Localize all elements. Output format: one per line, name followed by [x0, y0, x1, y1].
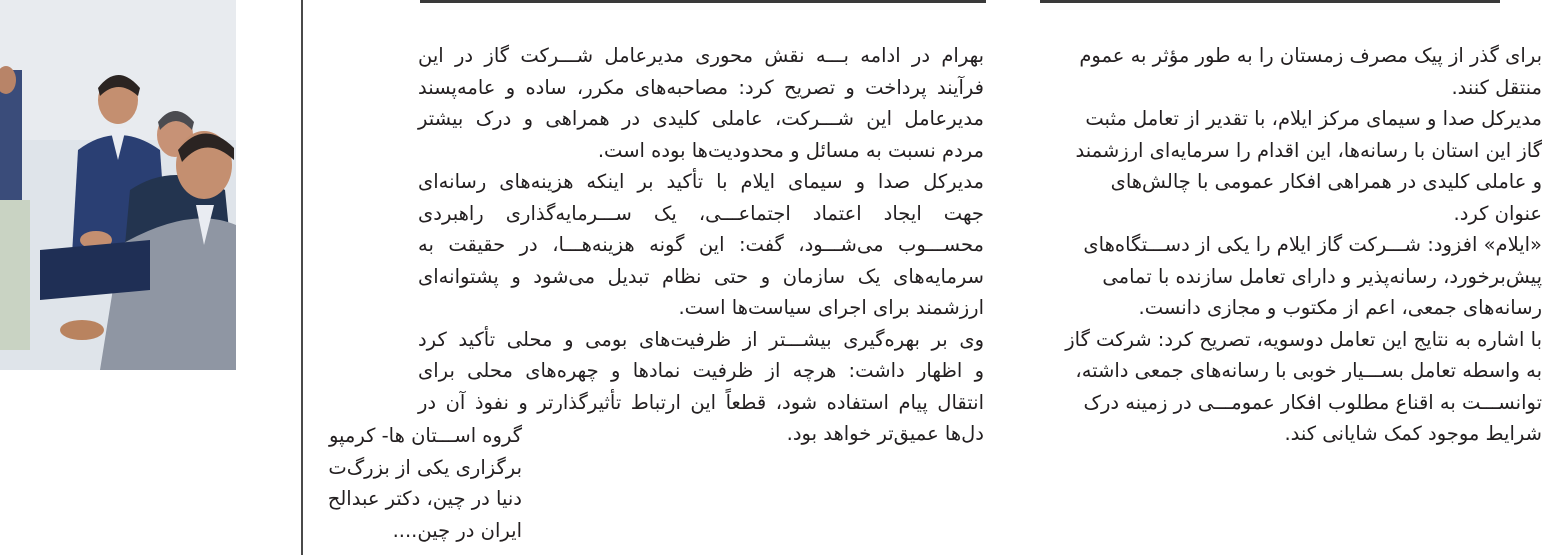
article-text-line: بهرام در ادامه بـــه نقش محوری مدیرعامل شـــرکت گاز در این	[418, 44, 984, 67]
article-text-line: مدیرکل صدا و سیمای ایلام با تأکید بر اینکه هزینه‌های رسانه‌ای	[418, 170, 984, 193]
article-text-line: پیش‌برخورد، رسانه‌پذیر و دارای تعامل سازنده با تمامی	[1102, 264, 1542, 288]
article-text-line: انتقال پیام استفاده شود، قطعاً این ارتباط تأثیرگذارتر و نفوذ آن در	[418, 390, 984, 414]
article-text-line: به واسطه تعامل بســـیار خوبی با رسانه‌های جمعی داشته،	[1075, 359, 1542, 382]
article-text-line: برای گذر از پیک مصرف زمستان را به طور مؤثر به عموم	[1079, 44, 1542, 67]
article-text-line: دل‌ها عمیق‌تر خواهد بود.	[786, 422, 984, 445]
article-text-line: دنیا در چین، دکتر عبدالح	[327, 487, 522, 510]
news-photo	[0, 0, 236, 370]
article-column-left	[222, 420, 522, 555]
article-text-line: ارزشمند برای اجرای سیاست‌ها است.	[678, 296, 984, 319]
article-text-line: گروه اســـتان ها- کرمپو	[328, 424, 522, 447]
article-text-line: مدیرکل صدا و سیمای مرکز ایلام، با تقدیر از تعامل مثبت	[1085, 107, 1542, 130]
article-text-line: گاز این استان با رسانه‌ها، این اقدام را سرمایه‌ای ارزشمند	[1075, 138, 1542, 162]
article-text-line: سرمایه‌های یک سازمان و حتی نظام تبدیل می‌شود و پشتوانه‌ای	[418, 264, 984, 288]
article-text-line: «ایلام» افزود: شـــرکت گاز ایلام را یکی از دســـتگاه‌های	[1083, 233, 1542, 256]
article-text-line: ایران در چین....	[392, 518, 522, 542]
article-text-line: فرآیند پرداخت و تصریح کرد: مصاحبه‌های مکرر، ساده و عامه‌پسند	[418, 75, 984, 99]
article-text-line: وی بر بهره‌گیری بیشـــتر از ظرفیت‌های بومی و محلی تأکید کرد	[418, 327, 984, 351]
article-text-line: مردم نسبت به مسائل و محدودیت‌ها بوده است.	[597, 138, 984, 162]
article-text-line: و عاملی کلیدی در همراهی افکار عمومی با چالش‌های	[1110, 170, 1542, 193]
top-rule-right	[1040, 0, 1500, 3]
article-text-line: توانســـت به اقناع مطلوب افکار عمومـــی در زمینه درک	[1083, 390, 1542, 414]
article-text-line: مدیرعامل این شـــرکت، عاملی کلیدی در همراهی و درک بیشتر	[418, 107, 984, 130]
article-text-line: رسانه‌های جمعی، اعم از مکتوب و مجازی دانست.	[1138, 296, 1542, 319]
article-text-line: منتقل کنند.	[1451, 75, 1542, 99]
article-text-line: محســـوب می‌شـــود، گفت: این گونه هزینه‌هـــا، در حقیقت به	[418, 233, 984, 256]
article-text-line: عنوان کرد.	[1453, 201, 1542, 225]
article-column-right	[1022, 40, 1542, 555]
top-rule-middle	[420, 0, 986, 3]
article-text-line: شرایط موجود کمک شایانی کند.	[1284, 422, 1542, 445]
article-text-line: با اشاره به نتایج این تعامل دوسویه، تصریح کرد: شرکت گاز	[1065, 327, 1542, 351]
article-text-line: و اظهار داشت: هرچه از ظرفیت نمادها و چهره‌های محلی برای	[418, 359, 984, 382]
article-text-line: جهت ایجاد اعتماد اجتماعـــی، یک ســـرمایه‌گذاری راهبردی	[418, 201, 984, 225]
article-text-line: برگزاری یکی از بزرگ‌ت	[328, 455, 522, 479]
meeting-photo-illustration	[0, 0, 236, 370]
